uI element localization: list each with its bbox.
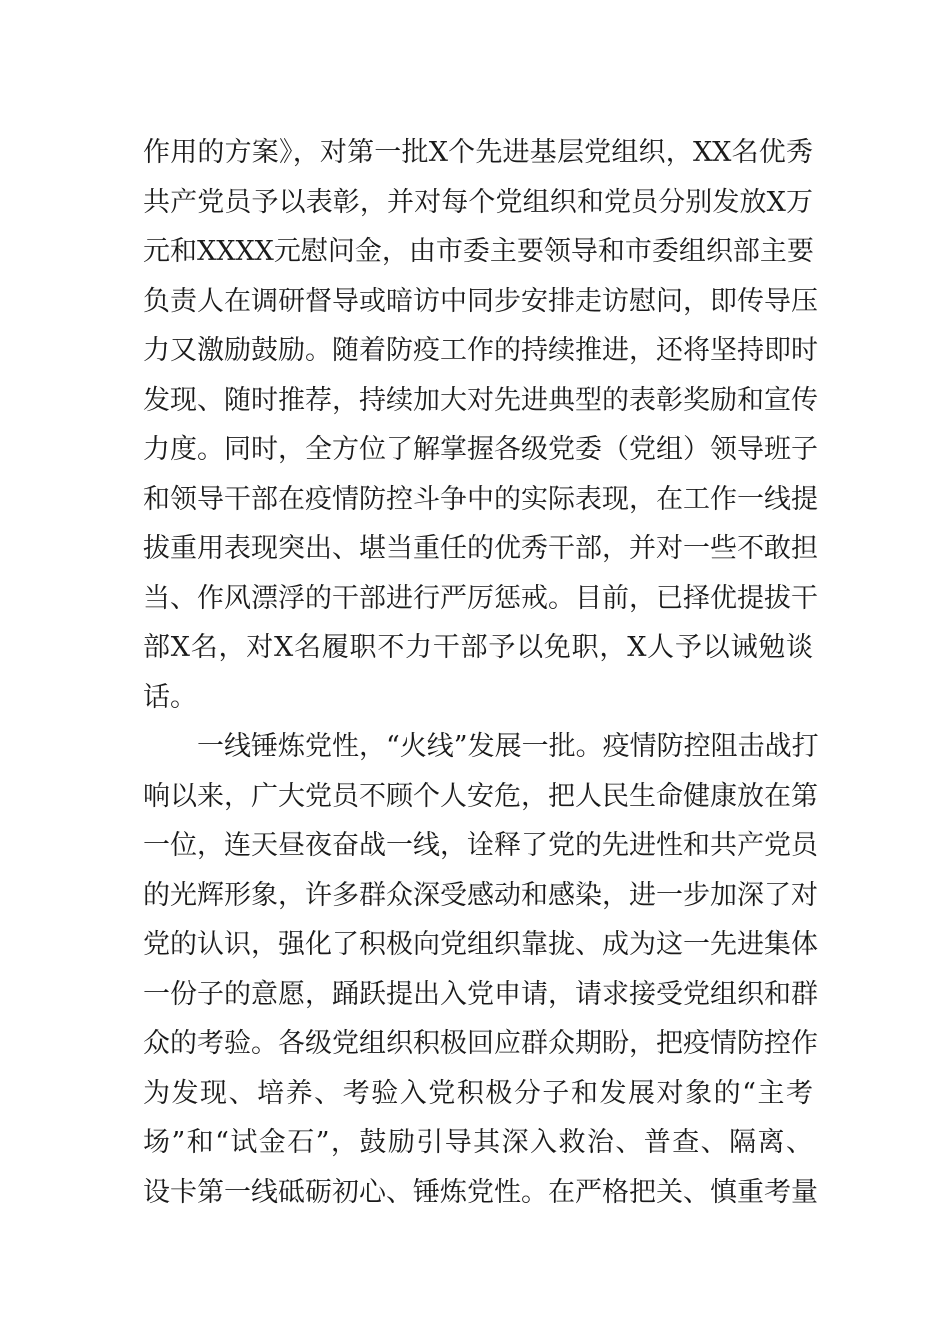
paragraph-line: 一线锤炼党性，“火线”发展一批。疫情防控阻击战打 bbox=[197, 731, 819, 762]
paragraph-line: 为发现、培养、考验入党积极分子和发展对象的“主考 bbox=[143, 1077, 813, 1109]
paragraph-line: 发现、随时推荐，持续加大对先进典型的表彰奖励和宣传 bbox=[143, 384, 818, 416]
paragraph-line: 的光辉形象，许多群众深受感动和感染，进一步加深了对 bbox=[143, 879, 818, 911]
paragraph-line: 话。 bbox=[143, 681, 197, 713]
paragraph-line: 当、作风漂浮的干部进行严厉惩戒。目前，已择优提拔干 bbox=[143, 582, 818, 614]
paragraph-line: 力又激励鼓励。随着防疫工作的持续推进，还将坚持即时 bbox=[143, 335, 818, 366]
paragraph-line: 设卡第一线砥砺初心、锤炼党性。在严格把关、慎重考量 bbox=[143, 1176, 818, 1208]
paragraph-1 bbox=[143, 128, 818, 722]
paragraph-line: 部X名，对X名履职不力干部予以免职，X人予以诫勉谈 bbox=[143, 632, 813, 663]
paragraph-line: 一份子的意愿，踊跃提出入党申请，请求接受党组织和群 bbox=[143, 978, 818, 1010]
paragraph-line: 场”和“试金石”，鼓励引导其深入救治、普查、隔离、 bbox=[143, 1127, 813, 1158]
paragraph-line: 响以来，广大党员不顾个人安危，把人民生命健康放在第 bbox=[143, 780, 818, 812]
paragraph-line: 负责人在调研督导或暗访中同步安排走访慰问，即传导压 bbox=[143, 285, 818, 317]
paragraph-line: 共产党员予以表彰，并对每个党组织和党员分别发放X万 bbox=[143, 186, 813, 218]
paragraph-line: 和领导干部在疫情防控斗争中的实际表现，在工作一线提 bbox=[143, 483, 818, 515]
paragraph-line: 力度。同时，全方位了解掌握各级党委（党组）领导班子 bbox=[143, 434, 818, 465]
paragraph-line: 一位，连天昼夜奋战一线，诠释了党的先进性和共产党员 bbox=[143, 830, 818, 861]
paragraph-line: 众的考验。各级党组织积极回应群众期盼，把疫情防控作 bbox=[143, 1028, 818, 1059]
paragraph-line: 党的认识，强化了积极向党组织靠拢、成为这一先进集体 bbox=[143, 929, 818, 960]
paragraph-line: 拔重用表现突出、堪当重任的优秀干部，并对一些不敢担 bbox=[143, 533, 818, 564]
paragraph-line: 作用的方案》，对第一批X个先进基层党组织，XX名优秀 bbox=[143, 137, 813, 168]
paragraph-2 bbox=[143, 722, 819, 1217]
paragraph-line: 元和XXXX元慰问金，由市委主要领导和市委组织部主要 bbox=[143, 236, 814, 267]
document-body bbox=[143, 128, 819, 1217]
